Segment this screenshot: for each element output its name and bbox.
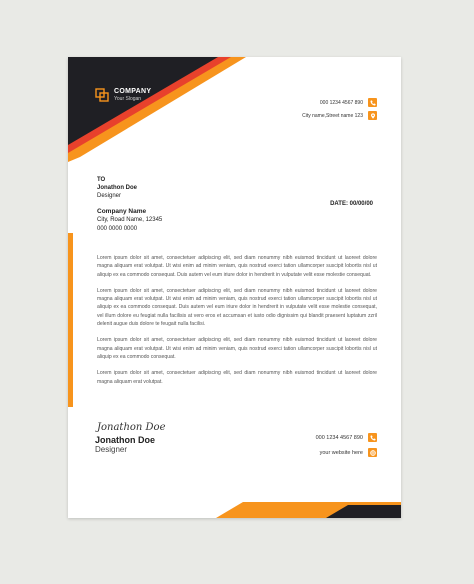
footer-phone-text: 000 1234 4567 890: [315, 434, 363, 441]
company-block-phone: 000 0000 0000: [97, 226, 138, 232]
recipient-title: Designer: [97, 193, 122, 199]
signature-block: [95, 422, 166, 454]
letter-date: DATE: 00/00/00: [330, 201, 373, 207]
body-paragraph: Lorem ipsum dolor sit amet, consectetuer adipiscing elit, sed diam nonummy nibh euismod tincidunt ut laoreet dolore magna aliquam erat volutpat. Ut wisi enim ad minim veniam, quis nostrud exerci tation ullamcorper suscipit lobortis nisl ut aliquip ex ea commodo consequat. Duis autem vel eum iriure dolor in hendrerit in vulputate velit esse molestie consequat.: [97, 255, 377, 278]
location-pin-icon: [368, 111, 377, 120]
recipient-block: [97, 176, 137, 200]
company-slogan: Your Slogan: [114, 96, 142, 102]
body-paragraph: Lorem ipsum dolor sit amet, consectetuer adipiscing elit, sed diam nonummy nibh euismod tincidunt ut laoreet dolore magna aliquam erat volutpat.: [97, 370, 377, 385]
signer-name: Jonathon Doe: [95, 435, 155, 445]
header-address-text: City name,Street name 123: [302, 112, 363, 119]
logo-squares-icon: [95, 88, 109, 102]
phone-icon: [368, 98, 377, 107]
handwritten-signature: Jonathon Doe: [97, 422, 166, 433]
letter-body: [97, 254, 377, 394]
recipient-name: Jonathon Doe: [97, 185, 137, 191]
globe-icon: [368, 448, 377, 457]
body-paragraph: Lorem ipsum dolor sit amet, consectetuer adipiscing elit, sed diam nonummy nibh euismod tincidunt ut laoreet dolore magna aliquam erat volutpat. Ut wisi enim ad minim veniam, quis nostrud exerci tation ullamcorper suscipit lobortis nisl ut aliquip ex ea commodo consequat.: [97, 337, 377, 360]
letterhead-page: [68, 57, 401, 518]
footer-decoration: [68, 502, 401, 518]
company-block-address: City, Road Name, 12345: [97, 217, 163, 223]
left-accent-bar: [68, 233, 73, 407]
footer-website-text: your website here: [319, 449, 363, 456]
to-label: TO: [97, 177, 106, 183]
phone-icon: [368, 433, 377, 442]
company-block-name: Company Name: [97, 208, 147, 215]
company-name: COMPANY: [114, 88, 152, 95]
header-phone-text: 000 1234 4567 890: [319, 99, 363, 106]
signer-title: Designer: [95, 445, 128, 454]
header-address: [302, 111, 377, 120]
company-address-block: [97, 207, 162, 234]
footer-website: [320, 448, 377, 457]
footer-phone: [316, 433, 377, 442]
body-paragraph: Lorem ipsum dolor sit amet, consectetuer adipiscing elit, sed diam nonummy nibh euismod tincidunt ut laoreet dolore magna aliquam erat volutpat. Ut wisi enim ad minim veniam, quis nostrud exerci tation ullamcorper suscipit lobortis nisl ut aliquip ex ea commodo consequat. Duis autem vel eum iriure dolor in hendrerit in vulputate velit esse molestie consequat, vel illum dolore eu feugiat nulla facilisis at vero eros et accumsan et iusto odio dignissim qui blandit praesent luptatum zzril delenit augue duis dolore te feugait nulla facilisi.: [97, 287, 377, 328]
header-phone: [320, 98, 377, 107]
company-logo: [95, 88, 151, 102]
